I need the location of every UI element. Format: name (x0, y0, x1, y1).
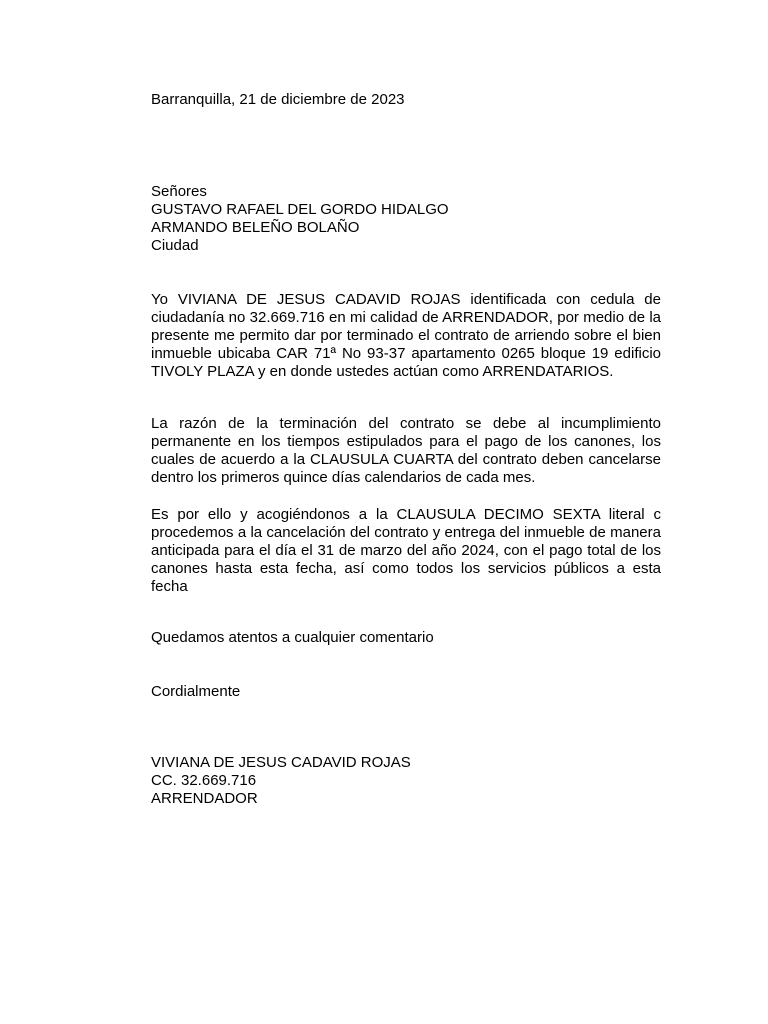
closing-note: Quedamos atentos a cualquier comentario (151, 629, 434, 646)
paragraph-termination: Yo VIVIANA DE JESUS CADAVID ROJAS identificada con cedula de ciudadanía no 32.669.716 en mi calidad de ARRENDADOR, por medio de la presente me permito dar por terminado el contrato de arriendo sobre el bien inmueble ubicaba CAR 71ª No 93-37 apartamento 0265 bloque 19 edificio TIVOLY PLAZA y en donde ustedes actúan como ARRENDATARIOS. (151, 291, 661, 380)
date-line: Barranquilla, 21 de diciembre de 2023 (151, 91, 405, 108)
salutation: Señores (151, 183, 207, 200)
closing-salutation: Cordialmente (151, 683, 241, 700)
paragraph-procedure: Es por ello y acogiéndonos a la CLAUSULA DECIMO SEXTA literal c procedemos a la cancelación del contrato y entrega del inmueble de manera anticipada para el día el 31 de marzo del año 2024, con el pago total de los canones hasta esta fecha, así como todos los servicios públicos a esta fecha (151, 506, 661, 595)
addressee-block (151, 183, 661, 255)
signature-block (151, 754, 661, 808)
signature-id: CC. 32.669.716 (151, 772, 257, 789)
signature-role: ARRENDADOR (151, 790, 258, 807)
addressee-name-2: ARMANDO BELEÑO BOLAÑO (151, 219, 360, 236)
addressee-city: Ciudad (151, 237, 199, 254)
signature-name: VIVIANA DE JESUS CADAVID ROJAS (151, 754, 411, 771)
addressee-name-1: GUSTAVO RAFAEL DEL GORDO HIDALGO (151, 201, 449, 218)
paragraph-reason: La razón de la terminación del contrato se debe al incumplimiento permanente en los tiempos estipulados para el pago de los canones, los cuales de acuerdo a la CLAUSULA CUARTA del contrato deben cancelarse dentro los primeros quince días calendarios de cada mes. (151, 415, 661, 486)
